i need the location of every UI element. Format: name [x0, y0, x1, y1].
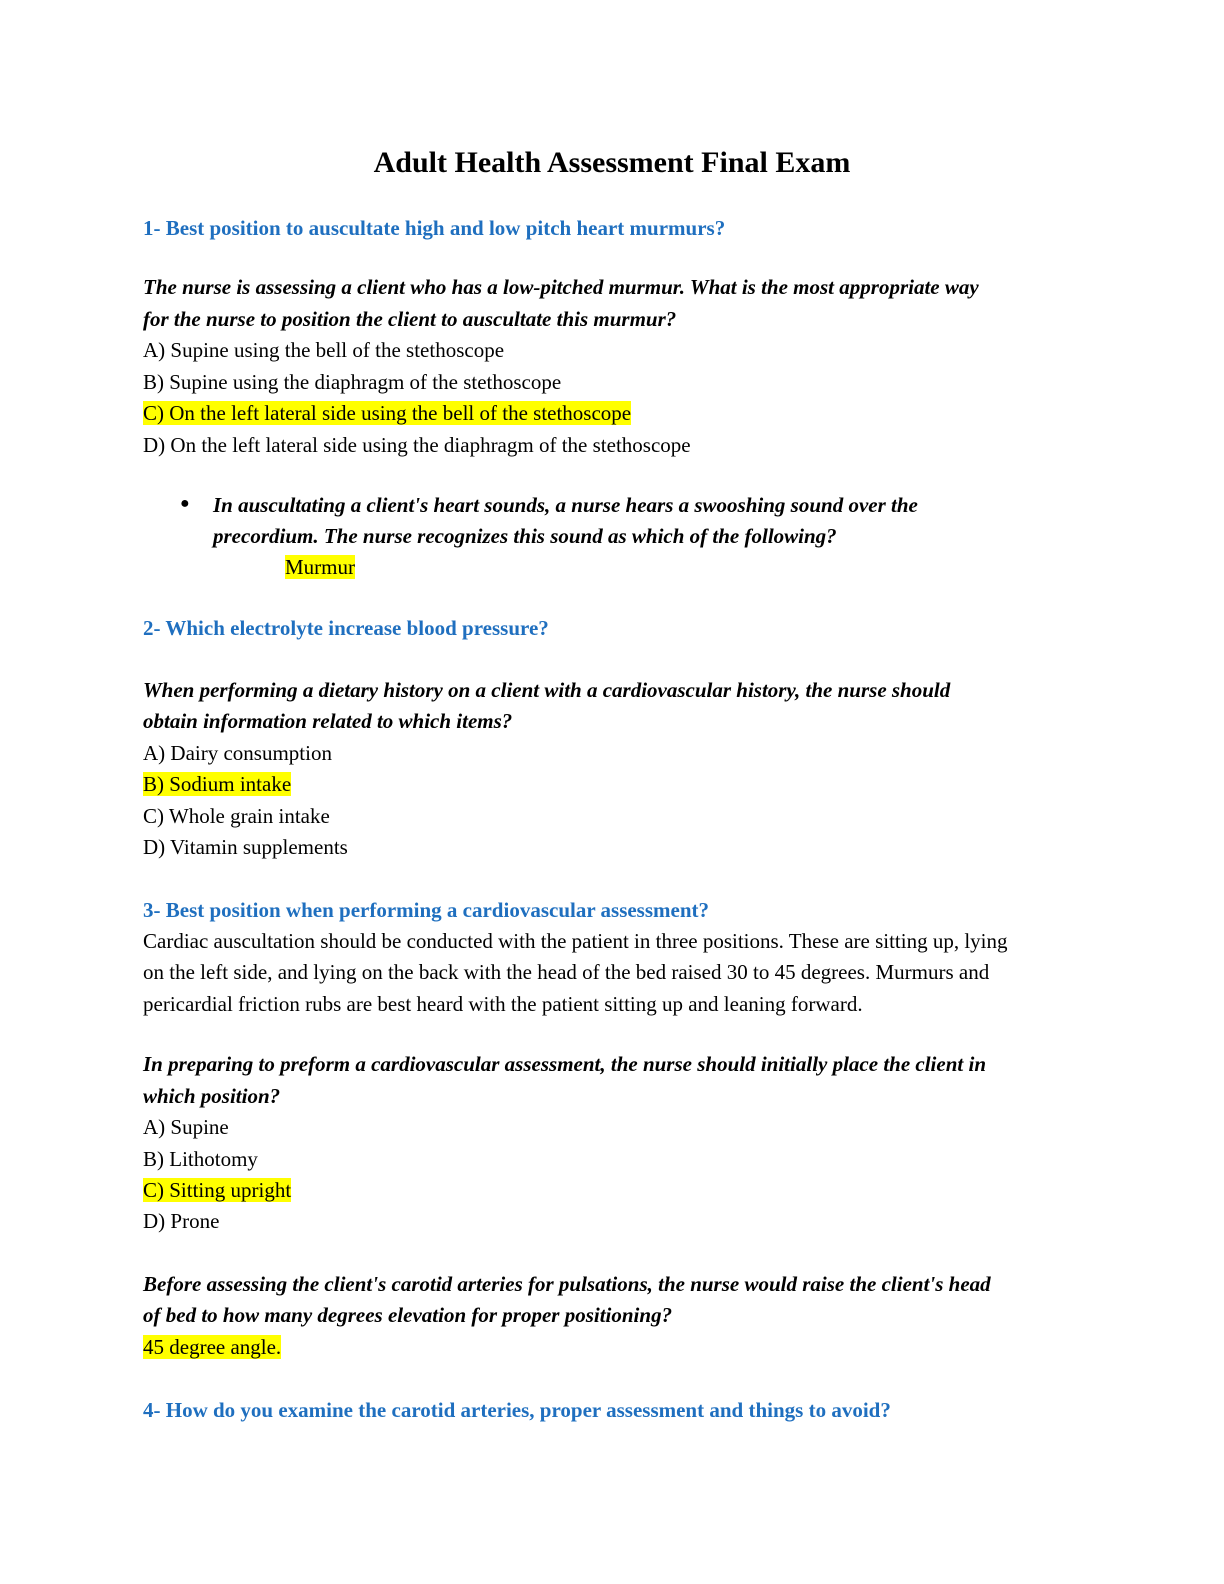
question-3b-answer [143, 1332, 281, 1362]
question-1-line-2: for the nurse to position the client to auscultate this murmur? [143, 307, 677, 331]
q2-option-c: C) Whole grain intake [143, 804, 330, 828]
question-3b-line-2: of bed to how many degrees elevation for proper positioning? [143, 1303, 673, 1327]
highlighted-answer: Murmur [285, 555, 355, 579]
q2-option-b-answer [143, 769, 291, 799]
q3-option-c-answer [143, 1175, 291, 1205]
section-3-heading: 3- Best position when performing a cardiovascular assessment? [143, 898, 710, 922]
q1-option-a: A) Supine using the bell of the stethoscope [143, 338, 505, 362]
q3-option-b: B) Lithotomy [143, 1147, 258, 1171]
q3-option-d: D) Prone [143, 1209, 220, 1233]
document-title: Adult Health Assessment Final Exam [373, 146, 851, 179]
bullet-answer [285, 552, 355, 582]
question-3-line-2: which position? [143, 1084, 281, 1108]
highlighted-answer: 45 degree angle. [143, 1335, 282, 1359]
highlighted-answer: C) Sitting upright [143, 1178, 292, 1202]
section-3-paragraph-line-1: Cardiac auscultation should be conducted with the patient in three positions. These are sitting up, lying [143, 929, 1008, 953]
q2-option-d: D) Vitamin supplements [143, 835, 348, 859]
question-2-line-2: obtain information related to which items? [143, 709, 513, 733]
section-1-heading: 1- Best position to auscultate high and low pitch heart murmurs? [143, 216, 726, 240]
question-2-line-1: When performing a dietary history on a client with a cardiovascular history, the nurse should [143, 678, 951, 702]
bullet-icon: ● [180, 495, 190, 512]
bullet-question-line-1: In auscultating a client's heart sounds, a nurse hears a swooshing sound over the [213, 493, 918, 517]
q1-option-d: D) On the left lateral side using the diaphragm of the stethoscope [143, 433, 691, 457]
q3-option-a: A) Supine [143, 1115, 229, 1139]
section-2-heading: 2- Which electrolyte increase blood pressure? [143, 616, 549, 640]
q1-option-c-answer [143, 398, 631, 428]
question-3-line-1: In preparing to preform a cardiovascular assessment, the nurse should initially place the client in [143, 1052, 986, 1076]
q2-option-a: A) Dairy consumption [143, 741, 332, 765]
q1-option-b: B) Supine using the diaphragm of the stethoscope [143, 370, 562, 394]
highlighted-answer: C) On the left lateral side using the bell of the stethoscope [143, 401, 632, 425]
question-3b-line-1: Before assessing the client's carotid arteries for pulsations, the nurse would raise the client's head [143, 1272, 991, 1296]
highlighted-answer: B) Sodium intake [143, 772, 292, 796]
bullet-question-line-2: precordium. The nurse recognizes this sound as which of the following? [213, 524, 837, 548]
section-3-paragraph-line-2: on the left side, and lying on the back with the head of the bed raised 30 to 45 degrees. Murmurs and [143, 960, 990, 984]
section-3-paragraph-line-3: pericardial friction rubs are best heard with the patient sitting up and leaning forward. [143, 992, 863, 1016]
section-4-heading: 4- How do you examine the carotid arteries, proper assessment and things to avoid? [143, 1398, 891, 1422]
question-1-line-1: The nurse is assessing a client who has a low-pitched murmur. What is the most appropriate way [143, 275, 979, 299]
